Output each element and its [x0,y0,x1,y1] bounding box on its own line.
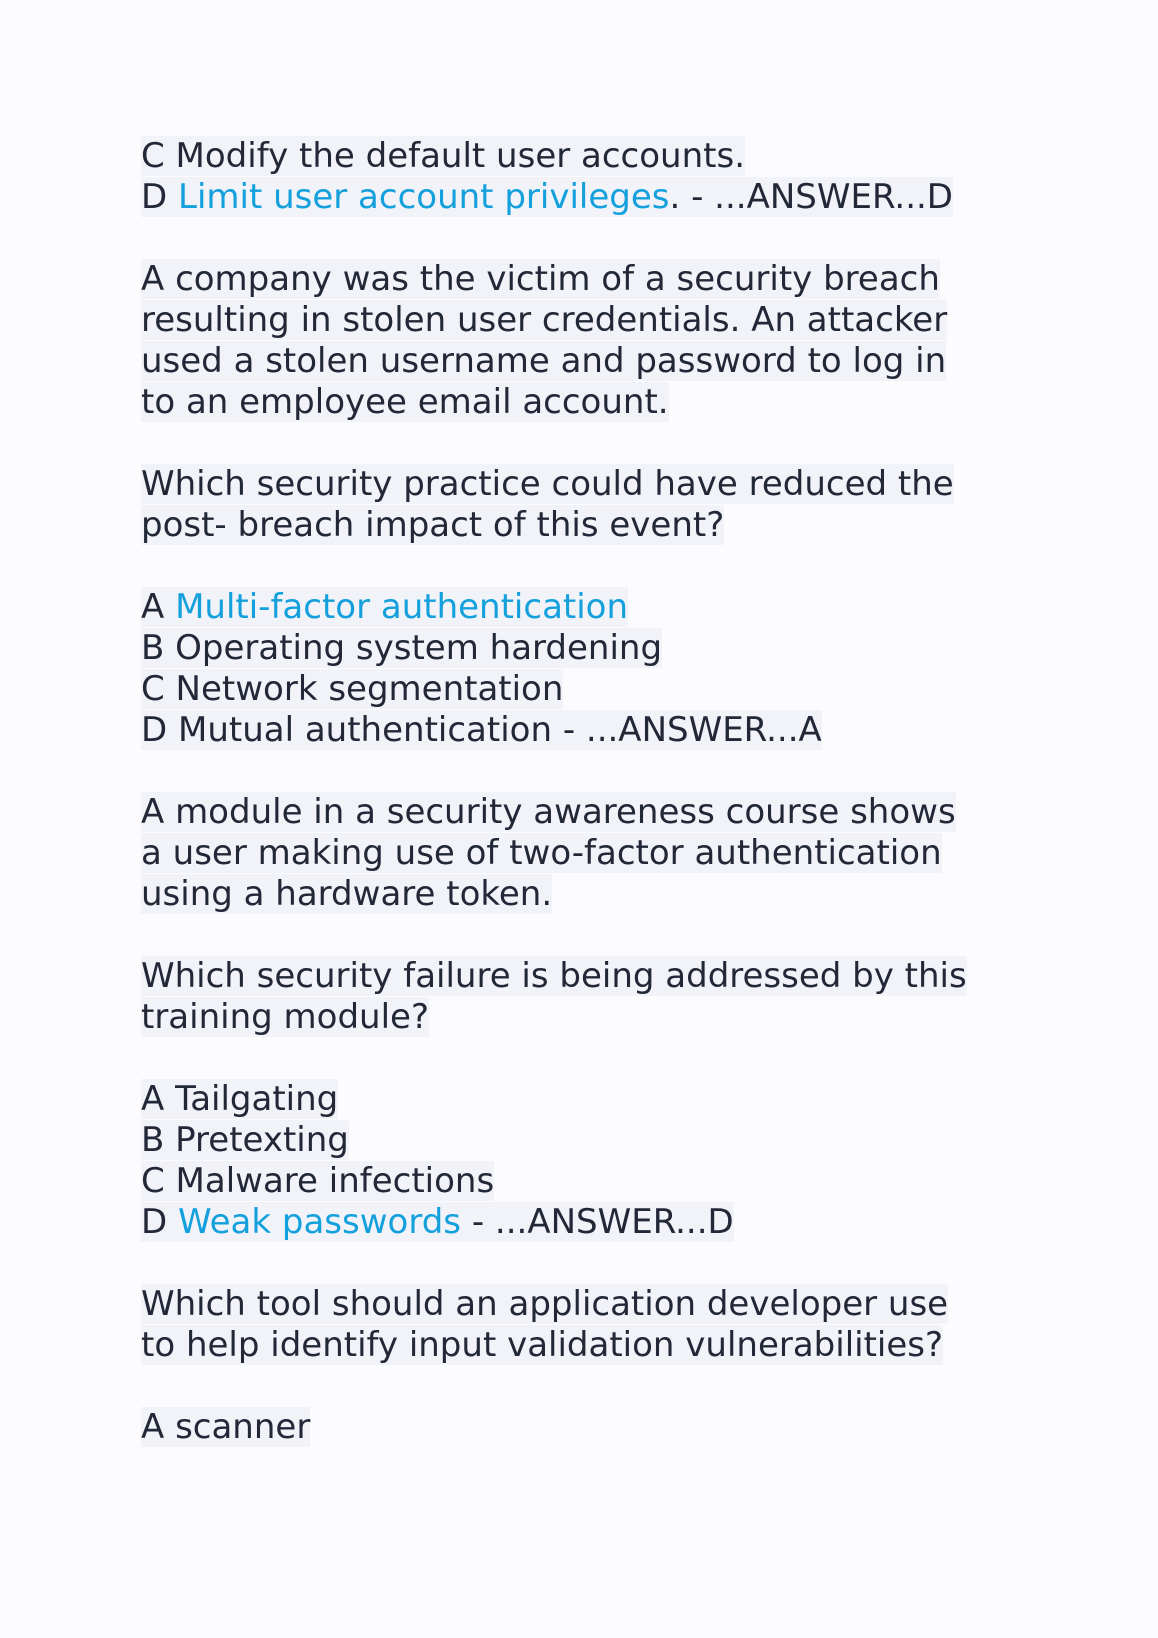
q1-question-line: post- breach impact of this event? [141,505,725,545]
q2-option-a: A Tailgating [141,1079,339,1119]
q2-option-c: C Malware infections [141,1161,495,1201]
q1-question-line: Which security practice could have reduced the [141,464,954,504]
q3-option-a: A scanner [141,1407,311,1447]
q2-question-line: training module? [141,997,429,1037]
q1-scenario-line: to an employee email account. [141,382,669,422]
q2-option-d-link[interactable]: Weak passwords [178,1202,462,1242]
q1-option-d: D Mutual authentication - ...ANSWER...A [141,710,822,750]
q2-option-d: D Weak passwords - ...ANSWER...D [141,1202,734,1242]
q1-option-a-link[interactable]: Multi-factor authentication [175,587,629,627]
q2-option-b: B Pretexting [141,1120,349,1160]
q2-scenario-line: using a hardware token. [141,874,553,914]
q3-question-line: Which tool should an application developer use [141,1284,949,1324]
q1-scenario-line: resulting in stolen user credentials. An attacker [141,300,948,340]
q2-scenario-line: A module in a security awareness course shows [141,792,956,832]
q0-option-c: C Modify the default user accounts. [141,136,745,176]
q1-scenario-line: A company was the victim of a security breach [141,259,940,299]
q1-option-b: B Operating system hardening [141,628,663,668]
q2-question-line: Which security failure is being addressed by this [141,956,967,996]
q1-option-c: C Network segmentation [141,669,564,709]
q1-scenario-line: used a stolen username and password to log in [141,341,947,381]
q0-option-d-link[interactable]: Limit user account privileges [178,177,670,217]
document-page [141,136,1021,1448]
q0-option-d: D Limit user account privileges. - ...ANSWER...D [141,177,953,217]
q3-question-line: to help identify input validation vulnerabilities? [141,1325,944,1365]
q2-scenario-line: a user making use of two-factor authentication [141,833,942,873]
q1-option-a: A Multi-factor authentication [141,587,629,627]
